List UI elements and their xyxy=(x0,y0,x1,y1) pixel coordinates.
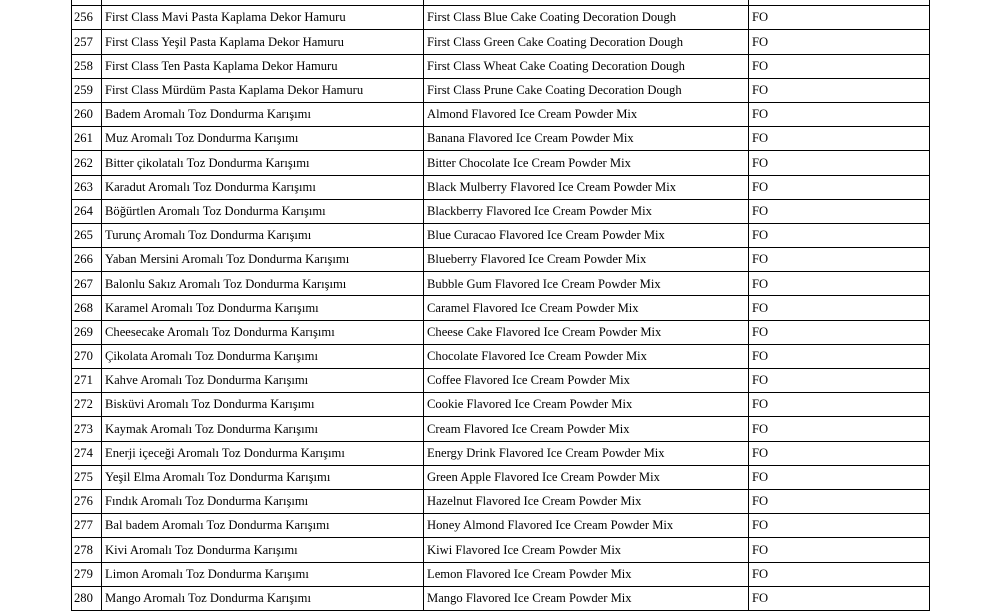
product-table-body xyxy=(72,0,930,610)
code-cell: FO xyxy=(749,465,930,489)
english-name-cell: Cheese Cake Flavored Ice Cream Powder Mix xyxy=(424,320,749,344)
row-number-cell: 264 xyxy=(72,199,102,223)
turkish-name-cell: Balonlu Sakız Aromalı Toz Dondurma Karışımı xyxy=(102,272,424,296)
turkish-name-cell: Limon Aromalı Toz Dondurma Karışımı xyxy=(102,562,424,586)
code-cell: FO xyxy=(749,441,930,465)
english-name-cell: First Class Prune Cake Coating Decoration Dough xyxy=(424,78,749,102)
english-name-cell: Cookie Flavored Ice Cream Powder Mix xyxy=(424,393,749,417)
turkish-name-cell: Çikolata Aromalı Toz Dondurma Karışımı xyxy=(102,344,424,368)
turkish-name-cell: Cheesecake Aromalı Toz Dondurma Karışımı xyxy=(102,320,424,344)
turkish-name-cell: Yeşil Elma Aromalı Toz Dondurma Karışımı xyxy=(102,465,424,489)
english-name-cell: Black Mulberry Flavored Ice Cream Powder Mix xyxy=(424,175,749,199)
table-row xyxy=(72,562,930,586)
table-row xyxy=(72,223,930,247)
table-row xyxy=(72,369,930,393)
turkish-name-cell: Bitter çikolatalı Toz Dondurma Karışımı xyxy=(102,151,424,175)
row-number-cell: 270 xyxy=(72,344,102,368)
row-number-cell: 271 xyxy=(72,369,102,393)
table-row xyxy=(72,514,930,538)
english-name-cell: Almond Flavored Ice Cream Powder Mix xyxy=(424,102,749,126)
table-row xyxy=(72,344,930,368)
turkish-name-cell: Mango Aromalı Toz Dondurma Karışımı xyxy=(102,586,424,610)
turkish-name-cell: Enerji içeceği Aromalı Toz Dondurma Karışımı xyxy=(102,441,424,465)
code-cell: FO xyxy=(749,54,930,78)
english-name-cell: Chocolate Flavored Ice Cream Powder Mix xyxy=(424,344,749,368)
table-row xyxy=(72,248,930,272)
code-cell: FO xyxy=(749,538,930,562)
code-cell: FO xyxy=(749,272,930,296)
english-name-cell: Blue Curacao Flavored Ice Cream Powder Mix xyxy=(424,223,749,247)
product-table xyxy=(71,0,930,611)
turkish-name-cell: First Class Mürdüm Pasta Kaplama Dekor Hamuru xyxy=(102,78,424,102)
code-cell: FO xyxy=(749,562,930,586)
code-cell: FO xyxy=(749,223,930,247)
code-cell: FO xyxy=(749,320,930,344)
table-row xyxy=(72,586,930,610)
turkish-name-cell: Karadut Aromalı Toz Dondurma Karışımı xyxy=(102,175,424,199)
english-name-cell: First Class Blue Cake Coating Decoration Dough xyxy=(424,6,749,30)
row-number-cell: 266 xyxy=(72,248,102,272)
row-number-cell: 272 xyxy=(72,393,102,417)
code-cell: FO xyxy=(749,175,930,199)
english-name-cell: Lemon Flavored Ice Cream Powder Mix xyxy=(424,562,749,586)
turkish-name-cell: Turunç Aromalı Toz Dondurma Karışımı xyxy=(102,223,424,247)
english-name-cell: Blueberry Flavored Ice Cream Powder Mix xyxy=(424,248,749,272)
table-row xyxy=(72,272,930,296)
table-row xyxy=(72,489,930,513)
english-name-cell: Mango Flavored Ice Cream Powder Mix xyxy=(424,586,749,610)
turkish-name-cell: Fındık Aromalı Toz Dondurma Karışımı xyxy=(102,489,424,513)
english-name-cell: Energy Drink Flavored Ice Cream Powder Mix xyxy=(424,441,749,465)
code-cell: FO xyxy=(749,248,930,272)
code-cell: FO xyxy=(749,102,930,126)
row-number-cell: 275 xyxy=(72,465,102,489)
row-number-cell: 262 xyxy=(72,151,102,175)
table-row xyxy=(72,54,930,78)
row-number-cell: 280 xyxy=(72,586,102,610)
row-number-cell: 267 xyxy=(72,272,102,296)
row-number-cell: 261 xyxy=(72,127,102,151)
table-row xyxy=(72,199,930,223)
english-name-cell: Cream Flavored Ice Cream Powder Mix xyxy=(424,417,749,441)
table-row xyxy=(72,102,930,126)
row-number-cell: 273 xyxy=(72,417,102,441)
row-number-cell: 279 xyxy=(72,562,102,586)
turkish-name-cell: Muz Aromalı Toz Dondurma Karışımı xyxy=(102,127,424,151)
row-number-cell: 265 xyxy=(72,223,102,247)
english-name-cell: Blackberry Flavored Ice Cream Powder Mix xyxy=(424,199,749,223)
table-row xyxy=(72,151,930,175)
turkish-name-cell: First Class Mavi Pasta Kaplama Dekor Hamuru xyxy=(102,6,424,30)
code-cell: FO xyxy=(749,30,930,54)
turkish-name-cell: Kivi Aromalı Toz Dondurma Karışımı xyxy=(102,538,424,562)
table-row xyxy=(72,393,930,417)
english-name-cell: Kiwi Flavored Ice Cream Powder Mix xyxy=(424,538,749,562)
english-name-cell: Caramel Flavored Ice Cream Powder Mix xyxy=(424,296,749,320)
code-cell: FO xyxy=(749,78,930,102)
row-number-cell: 269 xyxy=(72,320,102,344)
code-cell: FO xyxy=(749,586,930,610)
row-number-cell: 276 xyxy=(72,489,102,513)
code-cell: FO xyxy=(749,417,930,441)
turkish-name-cell: Bisküvi Aromalı Toz Dondurma Karışımı xyxy=(102,393,424,417)
table-row xyxy=(72,320,930,344)
english-name-cell: Bubble Gum Flavored Ice Cream Powder Mix xyxy=(424,272,749,296)
turkish-name-cell: Bal badem Aromalı Toz Dondurma Karışımı xyxy=(102,514,424,538)
row-number-cell: 256 xyxy=(72,6,102,30)
table-row xyxy=(72,465,930,489)
turkish-name-cell: First Class Ten Pasta Kaplama Dekor Hamuru xyxy=(102,54,424,78)
turkish-name-cell: First Class Yeşil Pasta Kaplama Dekor Hamuru xyxy=(102,30,424,54)
table-row xyxy=(72,296,930,320)
turkish-name-cell: Kahve Aromalı Toz Dondurma Karışımı xyxy=(102,369,424,393)
row-number-cell: 268 xyxy=(72,296,102,320)
table-row xyxy=(72,175,930,199)
code-cell: FO xyxy=(749,344,930,368)
table-row xyxy=(72,127,930,151)
code-cell: FO xyxy=(749,489,930,513)
row-number-cell: 258 xyxy=(72,54,102,78)
table-row xyxy=(72,538,930,562)
english-name-cell: Honey Almond Flavored Ice Cream Powder Mix xyxy=(424,514,749,538)
english-name-cell: Banana Flavored Ice Cream Powder Mix xyxy=(424,127,749,151)
english-name-cell: Hazelnut Flavored Ice Cream Powder Mix xyxy=(424,489,749,513)
table-row xyxy=(72,78,930,102)
turkish-name-cell: Karamel Aromalı Toz Dondurma Karışımı xyxy=(102,296,424,320)
turkish-name-cell: Yaban Mersini Aromalı Toz Dondurma Karışımı xyxy=(102,248,424,272)
row-number-cell: 274 xyxy=(72,441,102,465)
row-number-cell: 263 xyxy=(72,175,102,199)
code-cell: FO xyxy=(749,151,930,175)
code-cell: FO xyxy=(749,199,930,223)
english-name-cell: Bitter Chocolate Ice Cream Powder Mix xyxy=(424,151,749,175)
table-row xyxy=(72,6,930,30)
table-row xyxy=(72,417,930,441)
code-cell: FO xyxy=(749,296,930,320)
row-number-cell: 259 xyxy=(72,78,102,102)
table-row xyxy=(72,441,930,465)
turkish-name-cell: Badem Aromalı Toz Dondurma Karışımı xyxy=(102,102,424,126)
turkish-name-cell: Böğürtlen Aromalı Toz Dondurma Karışımı xyxy=(102,199,424,223)
row-number-cell: 257 xyxy=(72,30,102,54)
code-cell: FO xyxy=(749,6,930,30)
row-number-cell: 277 xyxy=(72,514,102,538)
turkish-name-cell: Kaymak Aromalı Toz Dondurma Karışımı xyxy=(102,417,424,441)
english-name-cell: Coffee Flavored Ice Cream Powder Mix xyxy=(424,369,749,393)
english-name-cell: First Class Wheat Cake Coating Decoration Dough xyxy=(424,54,749,78)
code-cell: FO xyxy=(749,369,930,393)
row-number-cell: 278 xyxy=(72,538,102,562)
english-name-cell: Green Apple Flavored Ice Cream Powder Mix xyxy=(424,465,749,489)
code-cell: FO xyxy=(749,393,930,417)
row-number-cell: 260 xyxy=(72,102,102,126)
english-name-cell: First Class Green Cake Coating Decoration Dough xyxy=(424,30,749,54)
code-cell: FO xyxy=(749,127,930,151)
table-row xyxy=(72,30,930,54)
code-cell: FO xyxy=(749,514,930,538)
